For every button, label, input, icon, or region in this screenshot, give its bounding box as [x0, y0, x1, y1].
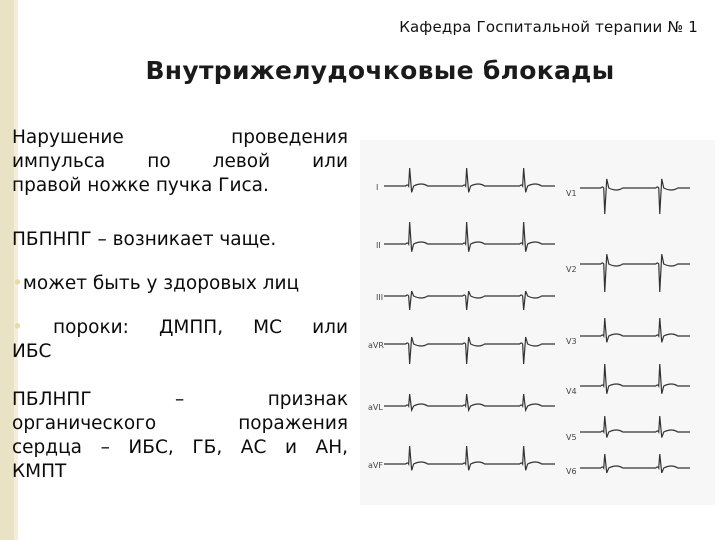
- bullet-text: может быть у здоровых лиц: [22, 273, 300, 294]
- bullet-text: пороки: ДМПП, МС или: [53, 317, 348, 338]
- paragraph-conduction: [12, 126, 348, 198]
- paragraph-line: ПБПНПГ – возникает чаще.: [12, 229, 277, 250]
- paragraph-line: правой ножке пучка Гиса.: [12, 175, 269, 196]
- paragraph-line: сердца – ИБС, ГБ, АС и АН,: [12, 437, 348, 458]
- paragraph-line: ИБС: [12, 341, 52, 362]
- paragraph-line: органического поражения: [12, 413, 348, 434]
- ecg-lead-label: aVF: [368, 461, 383, 470]
- bullet-icon: •: [12, 317, 23, 338]
- paragraph-line: Нарушение проведения: [12, 127, 348, 148]
- paragraph-line: ПБЛНПГ – признак: [12, 389, 348, 410]
- ecg-lead-label: aVR: [368, 341, 384, 350]
- ecg-lead-label: V4: [566, 387, 577, 396]
- ecg-lead-label: V2: [566, 265, 577, 274]
- bullet-defects: [12, 316, 348, 364]
- slide-title: Внутрижелудочковые блокады: [145, 56, 615, 85]
- ecg-lead-label: V5: [566, 433, 577, 442]
- ecg-lead-label: V6: [566, 467, 577, 476]
- ecg-lead-label: V1: [566, 189, 577, 198]
- bullet-healthy: [12, 272, 348, 296]
- ecg-lead-label: III: [376, 293, 384, 302]
- ecg-image: [360, 140, 715, 505]
- paragraph-rbbb: [12, 228, 348, 252]
- department-header: Кафедра Госпитальной терапии № 1: [399, 18, 698, 36]
- paragraph-lbbb: [12, 388, 348, 484]
- ecg-lead-label: II: [376, 241, 381, 250]
- ecg-paper: [360, 140, 715, 505]
- paragraph-line: импульса по левой или: [12, 151, 348, 172]
- bullet-icon: •: [12, 273, 23, 294]
- paragraph-line: КМПТ: [12, 461, 67, 482]
- ecg-lead-label: I: [376, 183, 379, 192]
- ecg-lead-label: aVL: [368, 403, 383, 412]
- ecg-lead-label: V3: [566, 337, 577, 346]
